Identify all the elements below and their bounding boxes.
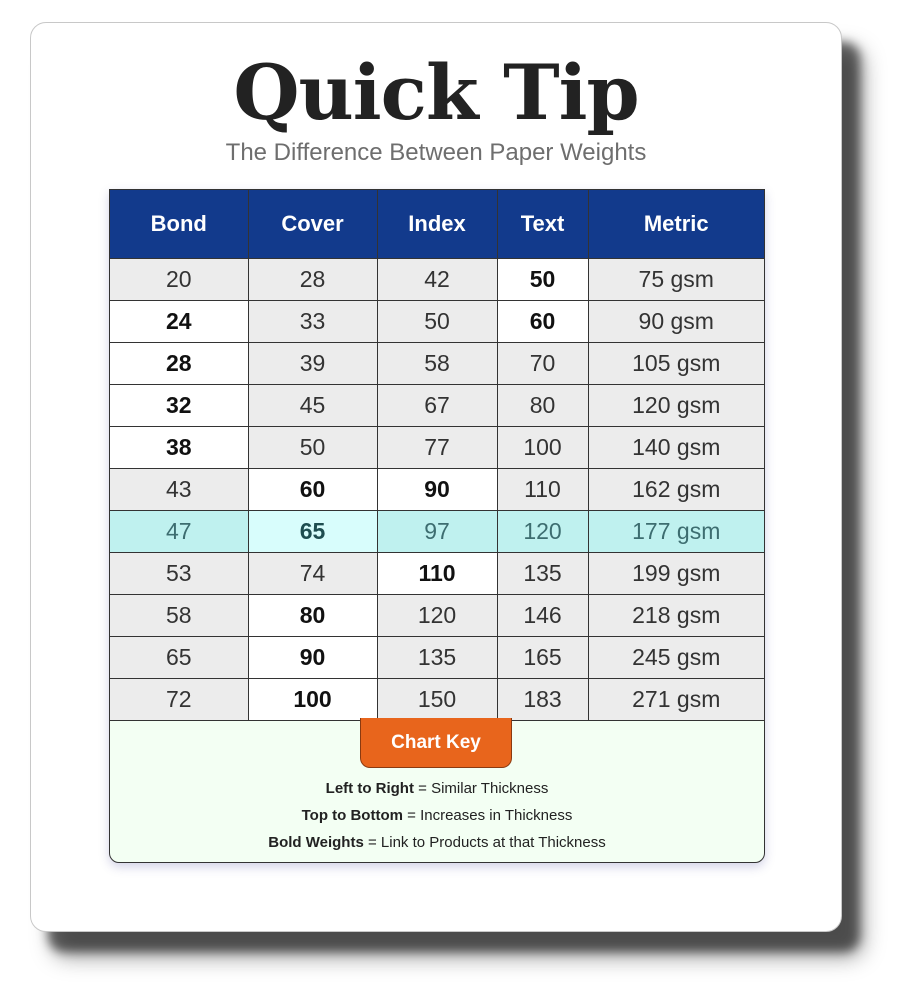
header-index: Index (377, 190, 497, 259)
table-cell: 75 gsm (588, 259, 764, 301)
table-cell: 72 (110, 679, 248, 721)
chart-key-button[interactable]: Chart Key (360, 718, 512, 768)
key-description: Link to Products at that Thickness (380, 834, 606, 851)
table-cell: 135 (497, 553, 588, 595)
table-cell: 110 (497, 469, 588, 511)
table-cell: 70 (497, 343, 588, 385)
table-row (110, 595, 764, 637)
table-cell: 245 gsm (588, 637, 764, 679)
table-cell: 183 (497, 679, 588, 721)
table-cell: 199 gsm (588, 553, 764, 595)
header-text: Text (497, 190, 588, 259)
weight-product-link[interactable]: 32 (110, 385, 248, 427)
table-cell: 47 (110, 511, 248, 553)
weight-product-link[interactable]: 60 (497, 301, 588, 343)
table-row-highlighted (110, 511, 764, 553)
table-cell: 45 (248, 385, 377, 427)
table-cell: 271 gsm (588, 679, 764, 721)
table-cell: 97 (377, 511, 497, 553)
table-cell: 67 (377, 385, 497, 427)
key-term: Bold Weights (268, 834, 364, 851)
table-cell: 140 gsm (588, 427, 764, 469)
header-cover: Cover (248, 190, 377, 259)
table-cell: 33 (248, 301, 377, 343)
table-cell: 146 (497, 595, 588, 637)
weight-product-link[interactable]: 80 (248, 595, 377, 637)
weight-product-link[interactable]: 50 (497, 259, 588, 301)
table-cell: 50 (377, 301, 497, 343)
table-cell: 20 (110, 259, 248, 301)
table-cell: 218 gsm (588, 595, 764, 637)
header-metric: Metric (588, 190, 764, 259)
table-row (110, 427, 764, 469)
key-description: Similar Thickness (431, 780, 549, 797)
table-cell: 65 (110, 637, 248, 679)
weight-product-link[interactable]: 38 (110, 427, 248, 469)
key-term: Left to Right (325, 780, 414, 797)
table-cell: 74 (248, 553, 377, 595)
key-description: Increases in Thickness (420, 807, 573, 824)
key-separator: = (363, 834, 381, 851)
table-cell: 42 (377, 259, 497, 301)
weight-product-link[interactable]: 24 (110, 301, 248, 343)
table-row (110, 553, 764, 595)
table-row (110, 469, 764, 511)
key-line-left-to-right (110, 780, 764, 797)
table-header-row (110, 190, 764, 259)
table-cell: 28 (248, 259, 377, 301)
key-term: Top to Bottom (301, 807, 403, 824)
weight-product-link[interactable]: 90 (248, 637, 377, 679)
table-row (110, 385, 764, 427)
table-cell: 43 (110, 469, 248, 511)
quick-tip-card (30, 22, 842, 932)
table-row (110, 301, 764, 343)
table-cell: 135 (377, 637, 497, 679)
key-line-top-to-bottom (110, 807, 764, 824)
page-subtitle: The Difference Between Paper Weights (225, 139, 647, 166)
table-cell: 58 (110, 595, 248, 637)
key-separator: = (402, 807, 421, 824)
weight-product-link[interactable]: 60 (248, 469, 377, 511)
table-cell: 80 (497, 385, 588, 427)
table-cell: 90 gsm (588, 301, 764, 343)
table-cell: 50 (248, 427, 377, 469)
page-title: Quick Tip (233, 48, 639, 137)
table-row (110, 343, 764, 385)
table-cell: 150 (377, 679, 497, 721)
table-row (110, 637, 764, 679)
weight-product-link[interactable]: 100 (248, 679, 377, 721)
weight-product-link[interactable]: 28 (110, 343, 248, 385)
table-cell: 120 gsm (588, 385, 764, 427)
paper-weight-chart (109, 189, 765, 863)
table-cell: 77 (377, 427, 497, 469)
header-bond: Bond (110, 190, 248, 259)
table-cell: 162 gsm (588, 469, 764, 511)
key-line-bold-weights (110, 834, 764, 851)
table-cell: 120 (377, 595, 497, 637)
table-cell: 177 gsm (588, 511, 764, 553)
table-cell: 165 (497, 637, 588, 679)
paper-weight-table (110, 190, 764, 721)
weight-product-link[interactable]: 65 (248, 511, 377, 553)
table-cell: 53 (110, 553, 248, 595)
weight-product-link[interactable]: 110 (377, 553, 497, 595)
table-row (110, 679, 764, 721)
table-cell: 39 (248, 343, 377, 385)
table-cell: 120 (497, 511, 588, 553)
table-cell: 105 gsm (588, 343, 764, 385)
key-separator: = (413, 780, 432, 797)
weight-product-link[interactable]: 90 (377, 469, 497, 511)
table-cell: 100 (497, 427, 588, 469)
table-cell: 58 (377, 343, 497, 385)
table-row (110, 259, 764, 301)
